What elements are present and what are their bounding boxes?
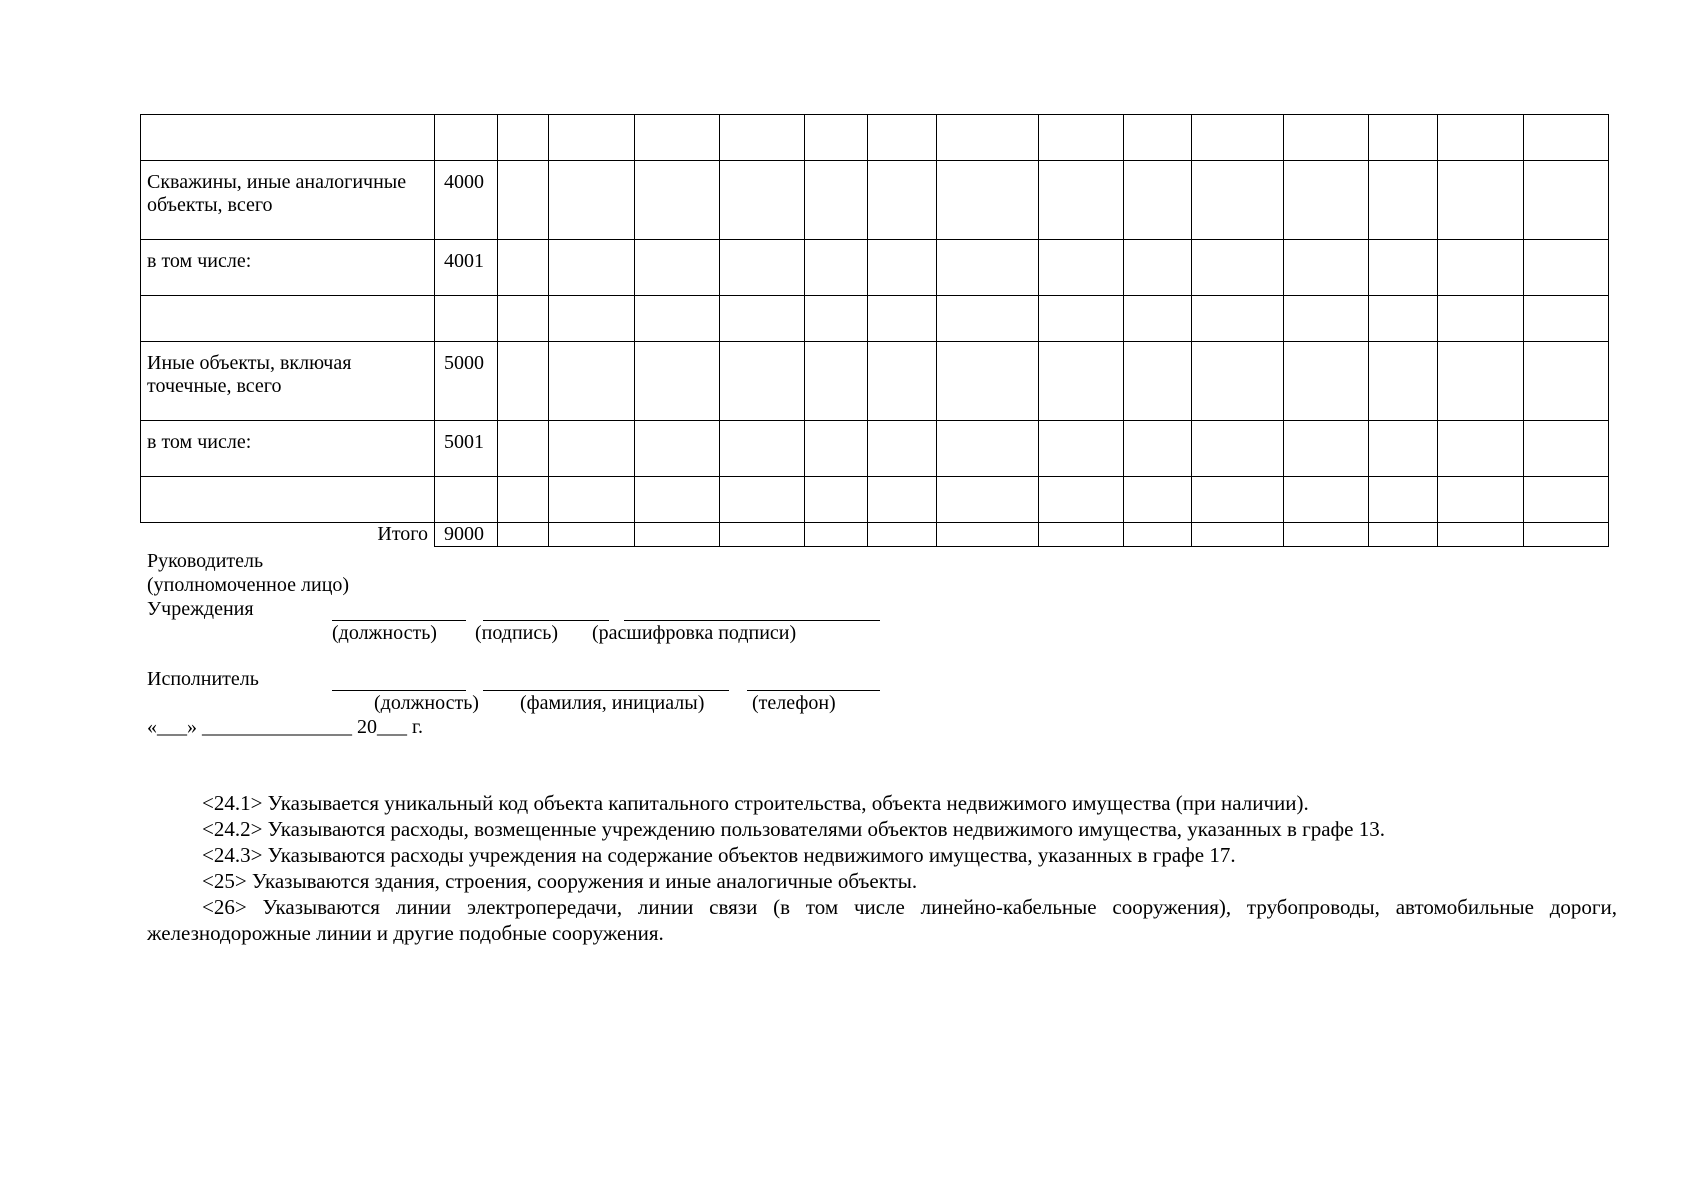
value-cell[interactable] (868, 161, 937, 240)
objects-table (140, 114, 1609, 547)
value-cell[interactable] (805, 421, 868, 477)
row-code (435, 115, 498, 161)
value-cell[interactable] (1124, 342, 1192, 421)
value-cell[interactable] (549, 342, 635, 421)
value-cell[interactable] (805, 523, 868, 547)
value-cell[interactable] (720, 240, 805, 296)
head-caption-position: (должность) (332, 622, 437, 644)
value-cell[interactable] (1438, 342, 1524, 421)
value-cell[interactable] (1124, 421, 1192, 477)
value-cell[interactable] (720, 523, 805, 547)
value-cell[interactable] (805, 477, 868, 523)
value-cell[interactable] (1369, 477, 1438, 523)
value-cell[interactable] (635, 296, 720, 342)
exec-phone-line[interactable] (747, 690, 880, 691)
head-signature-line[interactable] (483, 620, 609, 621)
value-cell[interactable] (720, 421, 805, 477)
value-cell[interactable] (498, 240, 549, 296)
value-cell[interactable] (1039, 421, 1124, 477)
value-cell[interactable] (498, 115, 549, 161)
value-cell[interactable] (720, 115, 805, 161)
value-cell[interactable] (1524, 342, 1609, 421)
exec-caption-name: (фамилия, инициалы) (520, 692, 705, 714)
row-label: в том числе: (141, 240, 435, 296)
value-cell[interactable] (937, 523, 1039, 547)
value-cell[interactable] (1438, 296, 1524, 342)
value-cell[interactable] (1124, 523, 1192, 547)
value-cell[interactable] (1124, 115, 1192, 161)
exec-name-line[interactable] (483, 690, 729, 691)
value-cell[interactable] (1369, 342, 1438, 421)
value-cell[interactable] (1192, 115, 1284, 161)
value-cell[interactable] (1284, 342, 1369, 421)
row-label: Иные объекты, включая точечные, всего (141, 342, 435, 421)
value-cell[interactable] (1369, 296, 1438, 342)
value-cell[interactable] (1524, 296, 1609, 342)
value-cell[interactable] (868, 523, 937, 547)
table-row (141, 296, 1609, 342)
value-cell[interactable] (1192, 477, 1284, 523)
value-cell[interactable] (868, 240, 937, 296)
row-label (141, 115, 435, 161)
executor-label: Исполнитель (147, 668, 259, 690)
value-cell[interactable] (1039, 296, 1124, 342)
exec-caption-position: (должность) (374, 692, 479, 714)
table-row (141, 421, 1609, 477)
value-cell[interactable] (1284, 240, 1369, 296)
value-cell[interactable] (1438, 523, 1524, 547)
value-cell[interactable] (1192, 240, 1284, 296)
value-cell[interactable] (1192, 421, 1284, 477)
value-cell[interactable] (549, 115, 635, 161)
row-label (141, 477, 435, 523)
head-label-line1: Руководитель (147, 550, 264, 572)
row-label: в том числе: (141, 421, 435, 477)
row-label (141, 296, 435, 342)
table-row (141, 240, 1609, 296)
value-cell[interactable] (1369, 115, 1438, 161)
value-cell[interactable] (1192, 523, 1284, 547)
value-cell[interactable] (1124, 477, 1192, 523)
value-cell[interactable] (868, 421, 937, 477)
head-caption-signature: (подпись) (475, 622, 559, 644)
value-cell[interactable] (635, 523, 720, 547)
value-cell[interactable] (937, 161, 1039, 240)
value-cell[interactable] (1438, 161, 1524, 240)
row-code: 4001 (435, 240, 498, 296)
value-cell[interactable] (1284, 296, 1369, 342)
head-label-line3: Учреждения (147, 598, 254, 620)
value-cell[interactable] (937, 115, 1039, 161)
value-cell[interactable] (720, 161, 805, 240)
value-cell[interactable] (1124, 240, 1192, 296)
value-cell[interactable] (1039, 523, 1124, 547)
value-cell[interactable] (498, 296, 549, 342)
table-row (141, 161, 1609, 240)
value-cell[interactable] (1124, 296, 1192, 342)
value-cell[interactable] (1284, 523, 1369, 547)
value-cell[interactable] (1284, 161, 1369, 240)
row-code (435, 477, 498, 523)
value-cell[interactable] (868, 296, 937, 342)
value-cell[interactable] (549, 523, 635, 547)
value-cell[interactable] (805, 342, 868, 421)
value-cell[interactable] (805, 161, 868, 240)
value-cell[interactable] (1438, 421, 1524, 477)
value-cell[interactable] (937, 342, 1039, 421)
value-cell[interactable] (1438, 477, 1524, 523)
row-code: 4000 (435, 161, 498, 240)
value-cell[interactable] (868, 342, 937, 421)
value-cell[interactable] (805, 240, 868, 296)
row-label: Итого (141, 523, 435, 547)
value-cell[interactable] (720, 296, 805, 342)
date-line[interactable]: «___» _______________ 20___ г. (147, 716, 423, 738)
value-cell[interactable] (720, 342, 805, 421)
value-cell[interactable] (635, 342, 720, 421)
footnote-24-3: <24.3> Указываются расходы учреждения на содержание объектов недвижимого имущества, указанных в графе 17. (202, 843, 1236, 867)
value-cell[interactable] (1524, 421, 1609, 477)
value-cell[interactable] (635, 115, 720, 161)
value-cell[interactable] (805, 296, 868, 342)
value-cell[interactable] (868, 477, 937, 523)
value-cell[interactable] (1039, 342, 1124, 421)
value-cell[interactable] (1369, 421, 1438, 477)
value-cell[interactable] (1284, 477, 1369, 523)
table-row (141, 477, 1609, 523)
value-cell[interactable] (1039, 240, 1124, 296)
value-cell[interactable] (549, 421, 635, 477)
value-cell[interactable] (1438, 240, 1524, 296)
row-code: 5000 (435, 342, 498, 421)
value-cell[interactable] (549, 477, 635, 523)
value-cell[interactable] (1524, 477, 1609, 523)
exec-caption-phone: (телефон) (752, 692, 836, 714)
value-cell[interactable] (1192, 161, 1284, 240)
value-cell[interactable] (1369, 523, 1438, 547)
row-label: Скважины, иные аналогичные объекты, всего (141, 161, 435, 240)
footnotes (147, 790, 1617, 946)
value-cell[interactable] (720, 477, 805, 523)
value-cell[interactable] (868, 115, 937, 161)
value-cell[interactable] (1284, 115, 1369, 161)
value-cell[interactable] (635, 477, 720, 523)
value-cell[interactable] (549, 296, 635, 342)
value-cell[interactable] (635, 161, 720, 240)
value-cell[interactable] (1039, 161, 1124, 240)
value-cell[interactable] (1192, 342, 1284, 421)
value-cell[interactable] (1369, 161, 1438, 240)
row-code (435, 296, 498, 342)
table-row (141, 523, 1609, 547)
value-cell[interactable] (1524, 523, 1609, 547)
value-cell[interactable] (498, 421, 549, 477)
value-cell[interactable] (549, 161, 635, 240)
table-row (141, 342, 1609, 421)
value-cell[interactable] (1369, 240, 1438, 296)
value-cell[interactable] (1284, 421, 1369, 477)
head-decoding-line[interactable] (624, 620, 880, 621)
head-label-line2: (уполномоченное лицо) (147, 574, 350, 596)
value-cell[interactable] (1039, 115, 1124, 161)
footnote-25: <25> Указываются здания, строения, сооружения и иные аналогичные объекты. (202, 869, 918, 893)
table-row (141, 115, 1609, 161)
row-code: 9000 (435, 523, 498, 547)
head-position-line[interactable] (332, 620, 466, 621)
value-cell[interactable] (498, 523, 549, 547)
value-cell[interactable] (1039, 477, 1124, 523)
value-cell[interactable] (1524, 161, 1609, 240)
value-cell[interactable] (635, 421, 720, 477)
footnote-26: <26> Указываются линии электропередачи, линии связи (в том числе линейно-кабельные сооружения), трубопроводы, автомобильные дороги, железнодорожные линии и другие подобные сооружения. (147, 895, 1617, 945)
value-cell[interactable] (1524, 240, 1609, 296)
exec-position-line[interactable] (332, 690, 466, 691)
head-caption-decoding: (расшифровка подписи) (592, 622, 797, 644)
value-cell[interactable] (549, 240, 635, 296)
row-code: 5001 (435, 421, 498, 477)
value-cell[interactable] (498, 477, 549, 523)
value-cell[interactable] (1192, 296, 1284, 342)
value-cell[interactable] (937, 240, 1039, 296)
value-cell[interactable] (805, 115, 868, 161)
value-cell[interactable] (498, 342, 549, 421)
value-cell[interactable] (1438, 115, 1524, 161)
value-cell[interactable] (635, 240, 720, 296)
value-cell[interactable] (498, 161, 549, 240)
value-cell[interactable] (1124, 161, 1192, 240)
value-cell[interactable] (937, 477, 1039, 523)
footnote-24-1: <24.1> Указывается уникальный код объекта капитального строительства, объекта недвижимого имущества (при наличии). (202, 791, 1309, 815)
value-cell[interactable] (937, 421, 1039, 477)
value-cell[interactable] (1524, 115, 1609, 161)
value-cell[interactable] (937, 296, 1039, 342)
footnote-24-2: <24.2> Указываются расходы, возмещенные учреждению пользователями объектов недвижимого имущества, указанных в графе 13. (202, 817, 1385, 841)
